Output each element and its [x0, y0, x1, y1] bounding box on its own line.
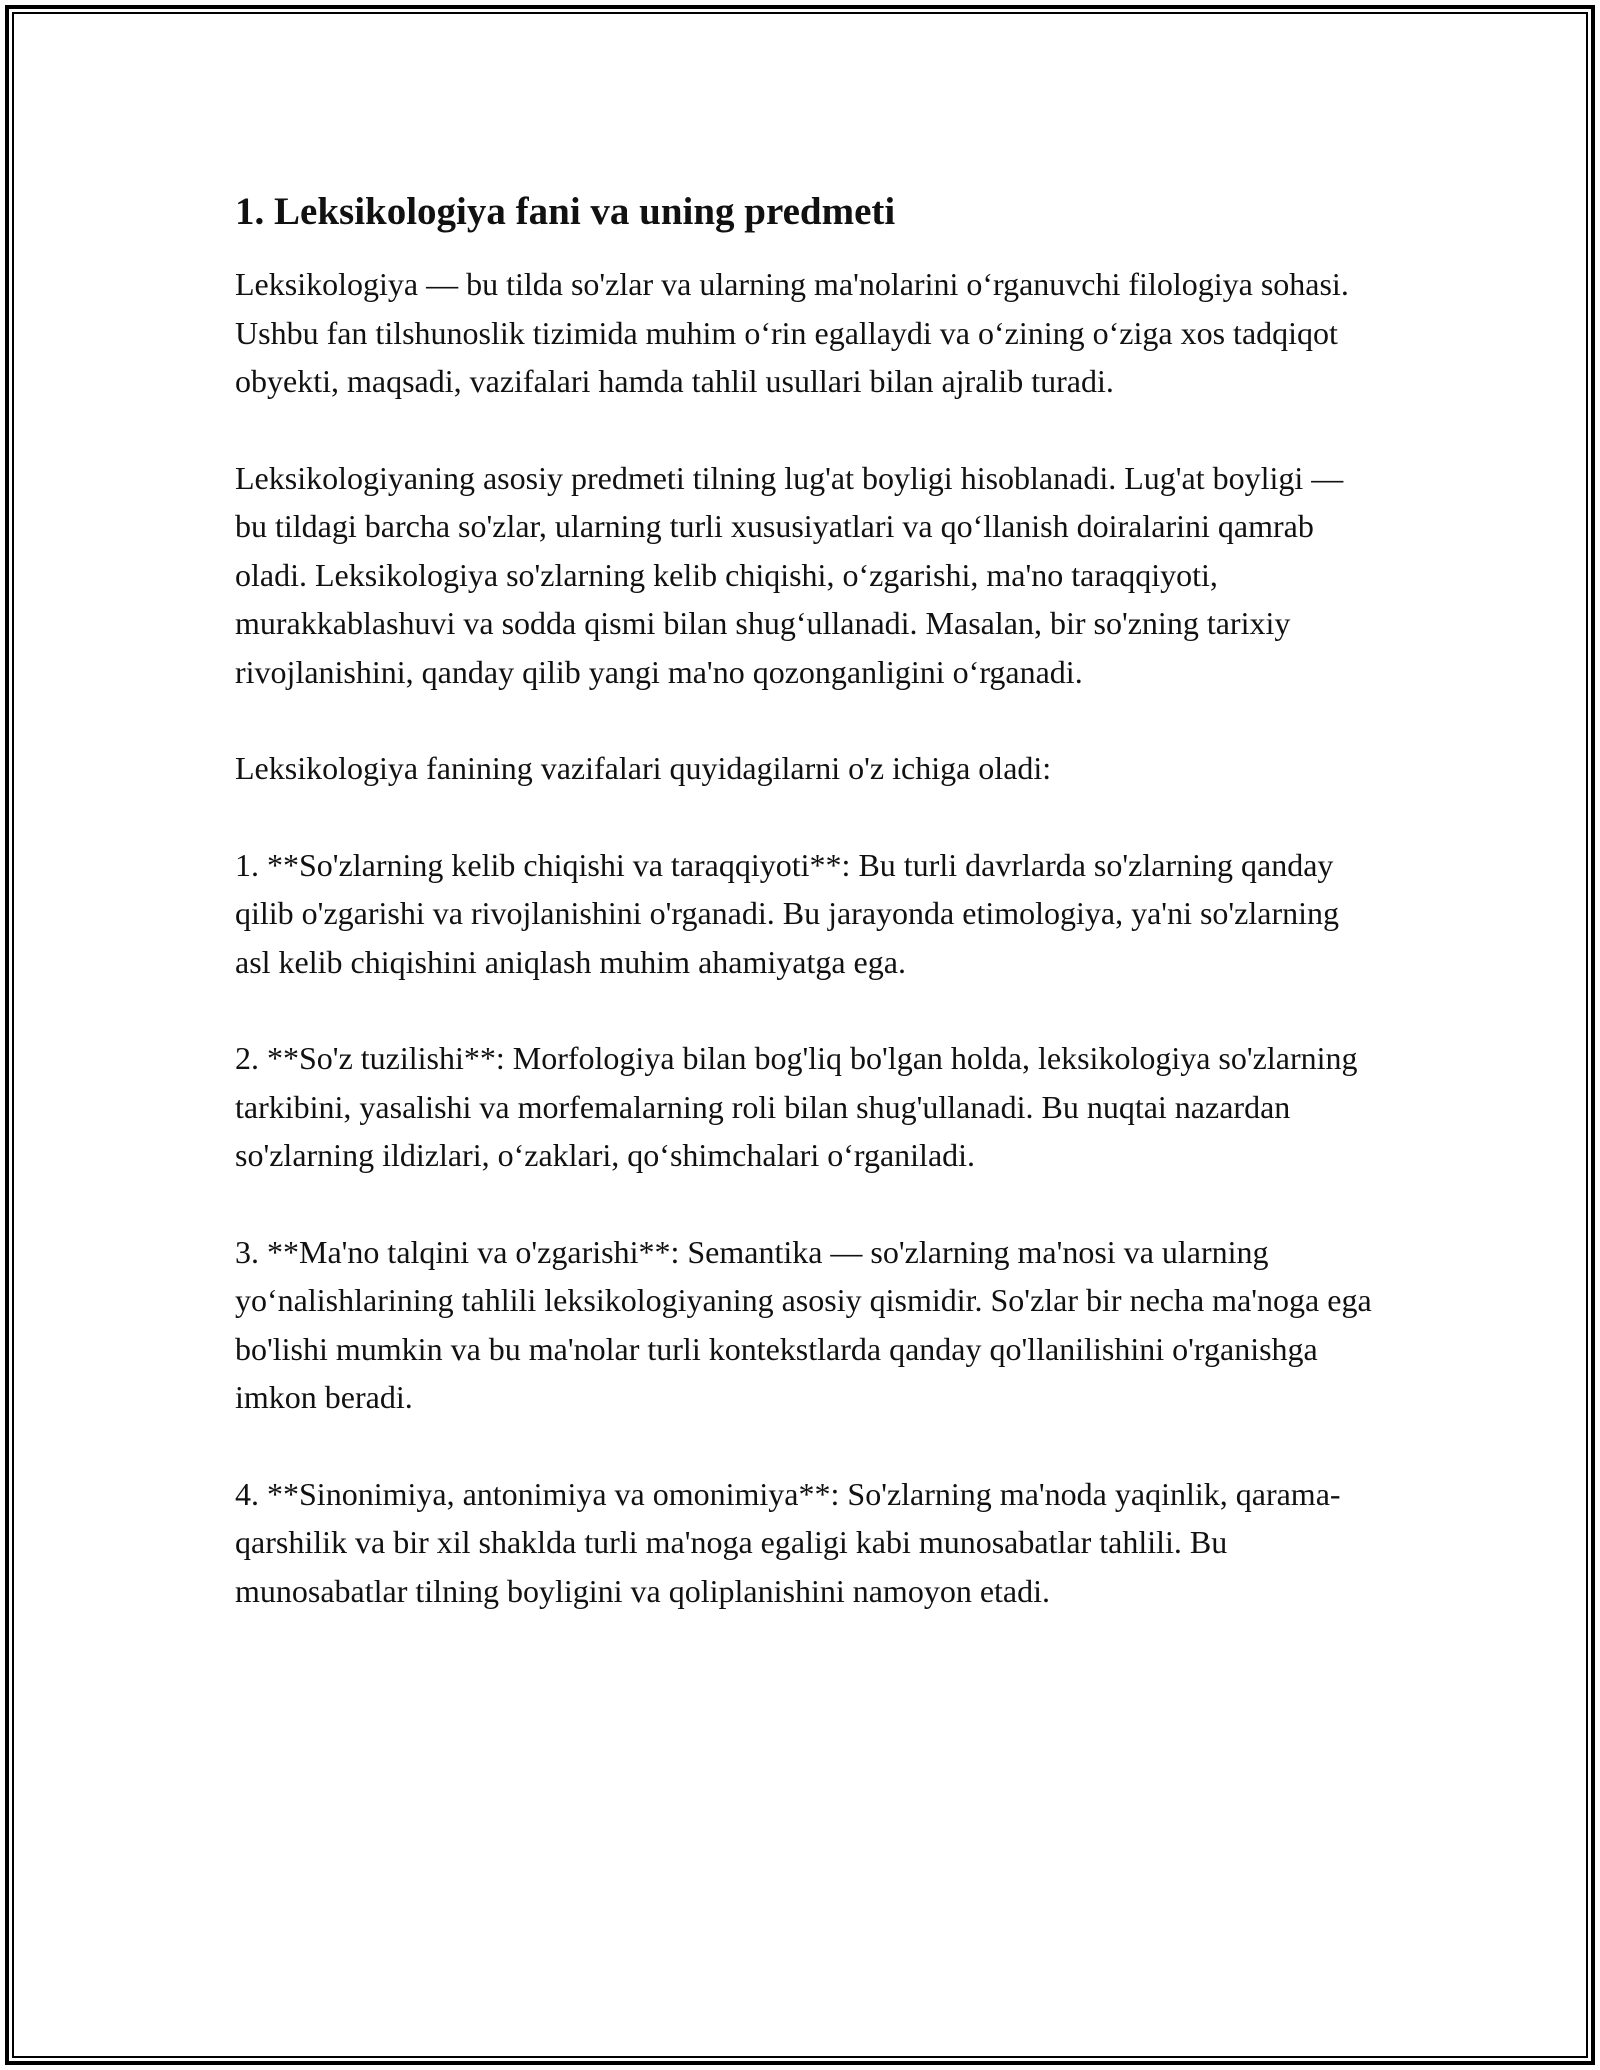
- tasks-intro-paragraph: Leksikologiya fanining vazifalari quyidagilarni o'z ichiga oladi:: [235, 750, 1052, 786]
- task-item-2: 2. **So'z tuzilishi**: Morfologiya bilan bog'liq bo'lgan holda, leksikologiya so'zlarning tarkibini, yasalishi va morfemalarning roli bilan shug'ullanadi. Bu nuqtai nazardan so'zlarning ildizlari, o‘zaklari, qo‘shimchalari o‘rganiladi.: [235, 1040, 1358, 1173]
- intro-paragraph: Leksikologiya — bu tilda so'zlar va ularning ma'nolarini o‘rganuvchi filologiya sohasi. Ushbu fan tilshunoslik tizimida muhim o‘rin egallaydi va o‘zining o‘ziga xos tadqiqot obyekti, maqsadi, vazifalari hamda tahlil usullari bilan ajralib turadi.: [235, 266, 1349, 399]
- subject-paragraph: Leksikologiyaning asosiy predmeti tilning lug'at boyligi hisoblanadi. Lug'at boyligi — bu tildagi barcha so'zlar, ularning turli xususiyatlari va qo‘llanish doiralarini qamrab oladi. Leksikologiya so'zlarning kelib chiqishi, o‘zgarishi, ma'no taraqqiyoti, murakkablashuvi va sodda qismi bilan shug‘ullanadi. Masalan, bir so'zning tarixiy rivojlanishini, qanday qilib yangi ma'no qozonganligini o‘rganadi.: [235, 459, 1344, 690]
- document-body: [235, 187, 1375, 1615]
- task-item-3: 3. **Ma'no talqini va o'zgarishi**: Semantika — so'zlarning ma'nosi va ularning yo‘nalishlarining tahlili leksikologiyaning asosiy qismidir. So'zlar bir necha ma'noga ega bo'lishi mumkin va bu ma'nolar turli kontekstlarda qanday qo'llanilishini o'rganishga imkon beradi.: [235, 1233, 1372, 1415]
- section-heading: 1. Leksikologiya fani va uning predmeti: [235, 190, 896, 233]
- task-item-4: 4. **Sinonimiya, antonimiya va omonimiya**: So'zlarning ma'noda yaqinlik, qarama-qarshilik va bir xil shaklda turli ma'noga egaligi kabi munosabatlar tahlili. Bu munosabatlar tilning boyligini va qoliplanishini namoyon etadi.: [235, 1475, 1341, 1609]
- task-item-1: 1. **So'zlarning kelib chiqishi va taraqqiyoti**: Bu turli davrlarda so'zlarning qanday qilib o'zgarishi va rivojlanishini o'rganadi. Bu jarayonda etimologiya, ya'ni so'zlarning asl kelib chiqishini aniqlash muhim ahamiyatga ega.: [235, 846, 1340, 980]
